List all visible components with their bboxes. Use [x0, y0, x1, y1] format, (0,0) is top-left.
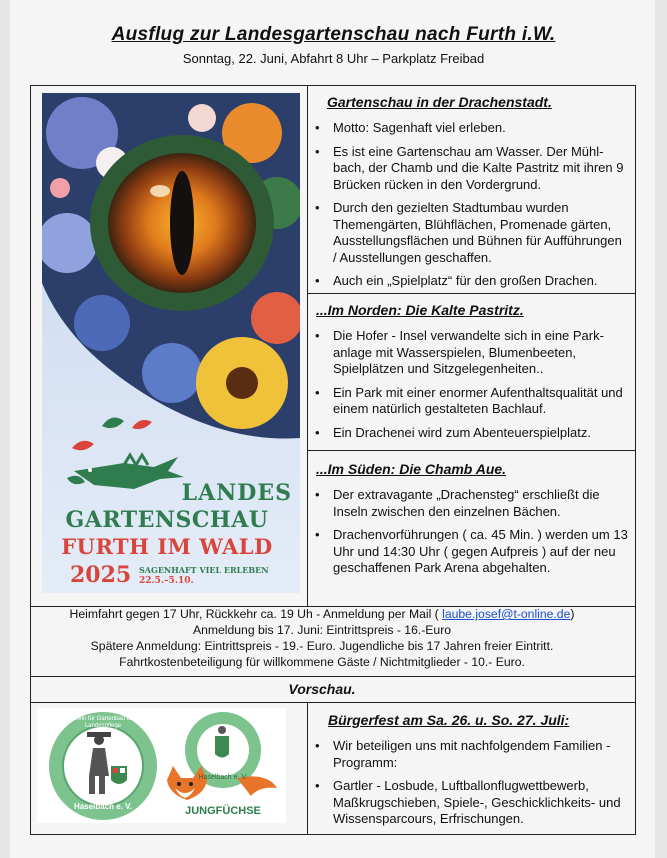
section-heading-buergerfest: Bürgerfest am Sa. 26. u. So. 27. Juli: — [328, 712, 570, 728]
club-ring-text: Verein für Gartenbau und Landespflege — [69, 716, 137, 729]
list-item: • Es ist eine Gartenschau am Wasser. Der Mühl-bach, der Chamb und die Kalte Pastritz mit ihren 9 Brücken rücken in den Vordergrund. — [311, 144, 629, 194]
column-divider-top — [307, 85, 308, 606]
list-item: • Ein Drachenei wird zum Abenteuerspielplatz. — [311, 425, 629, 442]
section-heading-drachenstadt: Gartenschau in der Drachenstadt. — [327, 94, 552, 110]
list-item: • Ein Park mit einer enormer Aufenthaltsqualität und einem natürlich gestalteten Bachlauf. — [311, 385, 629, 418]
section-list-drachenstadt — [311, 120, 629, 297]
email-link[interactable]: laube.josef@t-online.de — [442, 607, 571, 621]
poster-year: 2025 — [70, 562, 132, 588]
section-list-buergerfest — [311, 738, 629, 835]
list-item: • Die Hofer - Insel verwandelte sich in eine Park-anlage mit Wasserspielen, Blumenbeeten, Spielplätzen und Sitzgelegenheiten.. — [311, 328, 629, 378]
preview-label: Vorschau. — [288, 681, 356, 697]
trip-info-line4: Fahrtkostenbeteiligung für willkommene Gäste / Nichtmitglieder - 10.- Euro. — [119, 655, 525, 669]
row-divider-preview-label — [30, 702, 636, 703]
list-item: • Auch ein „Spielplatz“ für den großen Drachen. — [311, 273, 629, 290]
poster-title-line3: FURTH IM WALD — [61, 534, 273, 559]
list-item: • Motto: Sagenhaft viel erleben. — [311, 120, 629, 137]
trip-info-line1 — [20, 607, 624, 623]
garden-show-poster — [42, 93, 300, 593]
section-list-sueden — [311, 487, 629, 584]
list-item: • Durch den gezielten Stadtumbau wurden Themengärten, Blühflächen, Promenade gärten, Ausstellungsflächen und Bühnen für Aufführungen / Ausstellungen geschaffen. — [311, 200, 629, 266]
poster-title-line1: LANDES — [181, 480, 292, 506]
list-item: • Drachenvorführungen ( ca. 45 Min. ) werden um 13 Uhr und 14:30 Uhr ( gegen Aufpreis ) auf der neu geschaffenen Park Arena abgehalten. — [311, 527, 629, 577]
poster-dates: 22.5.–5.10. — [139, 576, 194, 586]
youth-group-name: JUNGFÜCHSE — [185, 805, 261, 817]
section-heading-sueden: ...Im Süden: Die Chamb Aue. — [316, 461, 507, 477]
row-divider-preview — [30, 676, 636, 677]
list-item: • Wir beteiligen uns mit nachfolgendem Familien - Programm: — [311, 738, 629, 771]
trip-info-line3: Spätere Anmeldung: Eintrittspreis - 19.- Euro. Jugendliche bis 17 Jahren freier Eintritt. — [90, 639, 554, 653]
youth-ring-text: Haselbach e. V. — [198, 774, 248, 781]
trip-info-line2: Anmeldung bis 17. Juni: Eintrittspreis - 16.-Euro — [192, 623, 452, 637]
list-item: • Gartler - Losbude, Luftballonflugwettbewerb, Maßkrugschieben, Spiele-, Geschicklichkeits- und Wissensparcours, Erfrischungen. — [311, 778, 629, 828]
return-info-close: ) — [570, 607, 575, 621]
section-heading-norden: ...Im Norden: Die Kalte Pastritz. — [316, 302, 524, 318]
page-title: Ausflug zur Landesgartenschau nach Furth i.W. — [111, 24, 556, 45]
row-divider-2 — [307, 450, 636, 451]
column-divider-bottom — [307, 702, 308, 835]
poster-title-line2: GARTENSCHAU — [65, 507, 269, 533]
page-subtitle: Sonntag, 22. Juni, Abfahrt 8 Uhr – Parkplatz Freibad — [182, 51, 485, 66]
club-logos — [37, 708, 286, 823]
section-list-norden — [311, 328, 629, 448]
club-name: Haselbach e. V. — [74, 802, 132, 811]
list-item: • Der extravagante „Drachensteg“ erschließt die Inseln zwischen den einzelnen Bächen. — [311, 487, 629, 520]
poster-slogan: SAGENHAFT VIEL ERLEBEN — [139, 565, 269, 575]
return-info-text: Heimfahrt gegen 17 Uhr, Rückkehr ca. 19 Uh - Anmeldung per Mail ( — [69, 607, 443, 621]
